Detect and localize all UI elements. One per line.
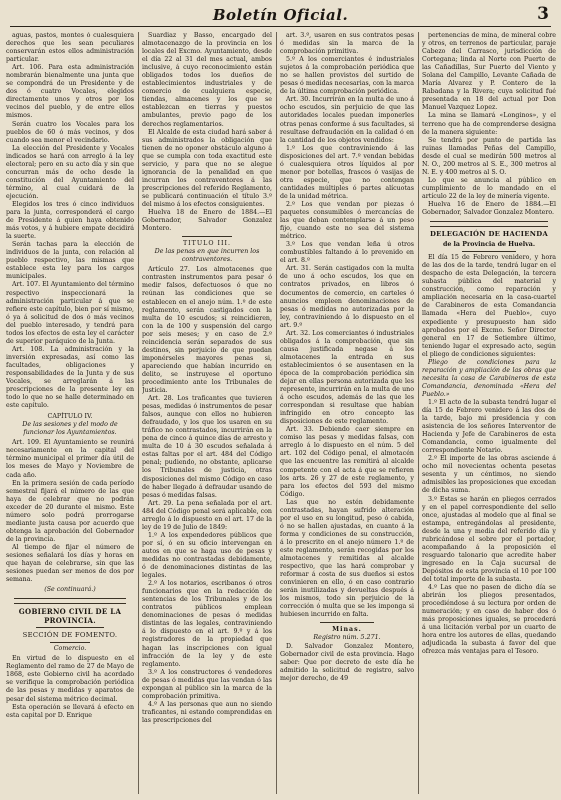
registry-number: Registro núm. 5.271. — [313, 634, 381, 642]
paragraph: El Alcalde de esta ciudad hará saber á sus administrados la obligación que tienen de no oponer obstáculo alguno á que se cumpla con toda exactitud este servicio, y para que no se alegue ignorancia de la penalidad en que incurran los contraventores á las prescripciones del referido Reglamento, se publicará continuación el título 3.º del mismo á los efectos consiguientes. — [142, 128, 272, 208]
mines-heading: Minas. — [332, 626, 362, 634]
paragraph: 3.º A los constructores ó vendedores de pesas ó medidas que las vendan ó las expongan al público sin la marca de la comprobación primitiva. — [142, 668, 272, 700]
paragraph: 1.º A los expendedores públicos que por sí, ó en su oficio intervengan en autos en que se haga uso de pesas y medidas no contrastadas debidamente, ó de denominaciones distintas de las legales. — [142, 531, 272, 580]
column-divider — [418, 32, 419, 794]
delegation-heading: DELEGACIÓN DE HACIENDA — [429, 230, 549, 239]
title-subheading: De las penas en que incurren los contraventores. — [154, 248, 260, 264]
paragraph: Art. 109. El Ayuntamiento se reunirá necesariamente en la capital del término municipal el primer día útil de los meses de Mayo y Noviembre de cada año. — [6, 439, 134, 479]
paragraph: La mina se llamará «Longinos», y el terreno que ha de comprenderse designa de la manera siguiente: — [422, 112, 556, 136]
government-heading: GOBIERNO CIVIL DE LA PROVINCIA. — [18, 607, 122, 626]
subsection-heading: Comercio. — [53, 645, 87, 653]
paragraph: 4.º A las personas que aun no siendo traficantes, ni estando comprendidas en las prescripciones del — [142, 700, 272, 724]
paragraph: Artículo 27. Los almotacenes que contrasten instrumentos para pesar ó medir falsos, defectuosos ó que no reúnan las condiciones que se establecen en el anejo núm. 1.º de este reglamento, serán castigados con la multa de 10 escudos; si reincidieren, con la de 100 y suspensión del cargo por seis meses; y en caso de 2.º reincidencia serán separados de sus destinos, sin perjuicio de que puedan imponérseles mayores penas si, apareciendo que habían incurrido en delito, se instruyese el oportuno procedimiento ante los Tribunales de Justicia. — [142, 266, 272, 395]
paragraph: En la primera sesión de cada período semestral fijará el número de las que haya de celebrar que no podrán exceder de 20 durante el mismo. Este número solo podrá prorrogarse mediante justa causa por acuerdo que obtenga la aprobación del Gobernador de la provincia. — [6, 479, 134, 543]
paragraph: Art. 107. El Ayuntamiento del término respectivo inspeccionará la administración particular á que se refiere este capítulo, bien por sí mismo, ó ya á solicitud de dos ó más vecinos del pueblo interesado, y tendrá para todos los efectos de esta ley el carácter de superior paráquico de la Junta. — [6, 281, 134, 345]
paragraph: Art. 30. Incurrirán en la multa de uno á ocho escudos, sin perjuicio de que las autoridades locales puedan imponerles otras penas conforme á sus facultades, si resultase defraudación en la calidad ó en la cantidad de los objetos vendidos: — [280, 96, 414, 144]
paragraph: Art. 28. Los traficantes que tuvieren pesas, medidas ó instrumentos de pesar falsos, aunque con ellos no hubieren defraudado, y los que los usaren en su tráfico no contrastados, incurrirán en la pena de cinco á quince días de arresto y multa de 10 á 30 escudos señalada á estas faltas por el art. 484 del Código penal; pudiendo, no obstante, aplicarse los Tribunales de justicia, otras disposiciones del mismo Código en caso de haber llegado á defraudar usando de pesas ó medidas falsas. — [142, 395, 272, 499]
paragraph: aguas, pastos, montes ó cualesquiera derechos que les sean peculiares conservarán estos ellos administración particular. — [6, 32, 134, 64]
paragraph: Serán cuatro los Vocales para los pueblos de 60 ó más vecinos, y dos cuando sea menor el vecindario. — [6, 120, 134, 144]
paragraph: La elección del Presidente y Vocales indicados se hará con arreglo á la ley electoral; pero en su acto día y sin que concurran más de ocho desde la constitución del Ayuntamiento del término, al cual cuidará de la ejecución. — [6, 144, 134, 200]
column-divider — [276, 32, 277, 794]
paragraph: Art. 33. Debiendo caer siempre en comiso las pesas y medidas falsas, con arreglo á lo dispuesto en el núm. 5 del art. 102 del Código penal, el almotacén que las encuentre las remitirá al alcalde competente con el acta á que se refieren los arts. 26 y 27 de este reglamento, y para los efectos del 593 del mismo Código. — [280, 426, 414, 498]
masthead-title: Boletín Oficial. — [212, 6, 349, 24]
column-4 — [422, 32, 556, 794]
column-2 — [142, 32, 272, 794]
paragraph: 4.º Las que no pasen de dicho día se abrirán los pliegos presentados, procediéndose á su lectura por orden de numeración; y en caso de haber dos ó más proposiciones iguales, se procederá á una licitación verbal por un cuarto de hora entre los autores de ellas, quedando adjudicada la subasta á favor del que ofrezca más ventajas para el Tesoro. — [422, 584, 556, 656]
section-rule — [430, 221, 548, 222]
page-header — [0, 0, 561, 32]
paragraph: Art. 32. Los comerciantes ó industriales obligados á la comprobación, que sin causa justificada negase á los almotacenes la entrada en sus establecimientos ó se ausentasen en la época de la comprobación periódica sin dejar en ellas persona autorizada que les represente, incurrirán en la multa de uno á ocho escudos, además de las que les correspondan si resultase que habían infringido en otro concepto las disposiciones de este reglamento. — [280, 329, 414, 426]
paragraph: Suardiaz y Basso, encargado del almotacenazgo de la provincia en los locales del Excmo. Ayuntamiento, desde el día 22 al 31 del mes actual, ambos inclusive, á cuyo reconocimiento están obligados todos los dueños de establecimientos industriales y de comercio de cualquiera especie, tiendas, almacenes y los que se establezcan en tierras y puestos ambulantes, previo pago de los derechos reglamentarios. — [142, 32, 272, 128]
paragraph: D. Salvador Gonzalez Montero, Gobernador civil de esta provincia. Hago saber: Que por decreto de este día he admitido la solicitud de registro, salvo mejor derecho, de 49 — [280, 642, 414, 682]
chapter-heading: CAPÍTULO IV. — [47, 413, 93, 421]
paragraph: 3.º Los que vendan leña ú otros combustibles faltando á lo prevenido en el art. 8.º — [280, 241, 414, 265]
paragraph: Al tiempo de fijar el número de sesiones señalará los días y horas en que hayan de celebrarse, sin que las sesiones puedan ser menos de dos por semana. — [6, 543, 134, 584]
delegation-subheading: de la Provincia de Huelva. — [442, 241, 536, 249]
paragraph: Art. 106. Para esta administración nombrarán bienalmente una junta que se compondrá de un Presidente y de dos ó cuatro Vocales, elegidos directamente unos y otros por los vecinos del pueblo, y de entre ellos mismos. — [6, 64, 134, 120]
paragraph: Las que no estén debidamente contrastadas, hayan sufrido alteración por el uso en su longitud, peso ó cabida, ó no se hallen ajustadas, en cuanto á la forma y condiciones de su construcción, á lo prescrito en el anejo número 1.º de este reglamento, serán recogidas por los almotacenes y remitidas al alcalde respectivo, que las hará comprobar y reformar á costa de sus dueños si estos convinieren en ello, ó en caso contrario serán inutilizadas y devueltas después á los mismos, todo sin perjuicio de la corrección ó multa que se les imponga si hubiesen incurrido en falta. — [280, 498, 414, 619]
section-rule — [430, 226, 548, 227]
continued-note: (Se continuará.) — [44, 586, 96, 594]
chapter-subheading: De las sesiones y del modo de funcionar los Ayuntamientos. — [22, 421, 118, 437]
page-number: 3 — [537, 4, 549, 24]
short-rule — [320, 622, 374, 623]
paragraph: Lo que se anuncia al público en cumplimiento de lo mandado en el artículo 22 de la ley de minería vigente. — [422, 176, 556, 200]
paragraph: Esta operación se llevará á efecto en esta capital por D. Enrique — [6, 703, 134, 719]
paragraph: Elegidos los tres ó cinco individuos para la junta, corresponderá el cargo de Presidente á quien haya obtenido más votos, y á hubiere empate decidirá la suerte. — [6, 200, 134, 241]
column-divider — [138, 32, 139, 794]
section-heading: SECCIÓN DE FOMENTO. — [22, 631, 118, 640]
title-heading: TITULO III. — [182, 240, 231, 248]
signature-line: Huelva 16 de Enero de 1884.—El Gobernador, Salvador Gonzalez Montero. — [422, 200, 556, 217]
short-rule — [50, 642, 90, 643]
paragraph: El día 15 de Febrero venidero, y hora de las dos de la tarde, tendrá lugar en el despacho de esta Delegación, la tercera subasta pública del material y construcción, como reparación y ampliación necesaria en la casa-cuartel de Carabineros de esta Comandancia llamada «Hera del Pueblo», cuyo expediente y presupuesto han sido aprobados por el Excmo. Señor Director general en 17 de Setiembre último, teniendo lugar el expresado acto, según el pliego de condiciones siguientes: — [422, 254, 556, 358]
paragraph: Art. 31. Serán castigados con la multa de uno á ocho escudos, los que en contratos privados, en libros ó documentos de comercio, en carteles ó anuncios empleen denominaciones de pesas ó medidas no autorizadas por la ley, contraviniendo á lo dispuesto en el art. 9.º — [280, 265, 414, 329]
paragraph: Art. 108. La administración y la inversión expresadas, así como las facultades, obligaciones y responsabilidades de la Junta y de sus Vocales, se arreglarán á las prescripciones de la presente ley en todo lo que no se halle determinado en este capítulo. — [6, 345, 134, 410]
short-rule — [462, 251, 516, 252]
column-1 — [6, 32, 134, 794]
paragraph: Art. 29. La pena señalada por el art. 484 del Código penal será aplicable, con arreglo á lo dispuesto en el art. 17 de la ley de 19 de Julio de 1849: — [142, 499, 272, 531]
short-rule — [36, 627, 104, 628]
signature-line: Huelva 18 de Enero de 1884.—El Gobernador, Salvador Gonzalez Montero. — [142, 209, 272, 233]
paragraph: Se tendrá por punto de partida las ruinas llamadas Peñas del Campillo, desde el cual se medirán 500 metros al N. O., 200 metros al S. E., 300 metros al N. E. y 400 metros al S. O. — [422, 136, 556, 176]
paragraph: Serán tachas para la elección de individuos de la junta, con relación al pueblo respectivo, las mismas que establece esta ley para los cargos municipales. — [6, 241, 134, 281]
paragraph: 1.º El acto de la subasta tendrá lugar el día 15 de Febrero venidero á las dos de la tarde, bajo mi presidencia y con asistencia de los señores Interventor de Hacienda y Jefe de Carabineros de esta Comandancia, como igualmente del correspondiente Notario. — [422, 398, 556, 455]
section-rule — [14, 598, 126, 599]
paragraph: 3.º Estas se harán en pliegos cerrados y en el papel correspondiente del sello once, ajustadas al modelo que al final se estampa, entregándolas al presidente, desde la una y media del referido día y rubricándose el sobre por el portador, acompañando á la proposición el resguardo talonario que acredite haber ingresado en la Caja sucursal de Depósitos de esta provincia el 10 por 100 del total importe de la subasta. — [422, 495, 556, 583]
paragraph: 1.º Los que contraviniendo á las disposiciones del art. 7.º vendan bebidas ó cualesquiera otros líquidos al por menor por botellas, frascos ó vasijas de otra especie, que no contengan cantidades múltiples ó partes alícuotas de la unidad métrica. — [280, 144, 414, 200]
header-rule — [10, 26, 551, 27]
paragraph: 2.º El importe de las obras asciende á ocho mil novecientas ochenta pesetas sesenta y un céntimos, no siendo admisibles las proposiciones que excedan de dicha suma. — [422, 455, 556, 495]
paragraph: En virtud de lo dispuesto en el Reglamento del ramo de 27 de Mayo de 1868, este Gobierno civil ha acordado se verifique la comprobación periódica de las pesas y medidas y aparatos de pesar del sistema métrico decimal. — [6, 655, 134, 703]
short-rule — [182, 236, 232, 237]
paragraph: 2.º A los notarios, escribanos ó otros funcionarios que en la redacción de sentencias de los Tribunales y de los contratos públicos emplean denominaciones de pesas ó medidas distintas de las legales, contraviniendo á lo dispuesto en el art. 9.º y á los registradores de la propiedad que hagan las inscripciones con igual infracción de la ley y de este reglamento. — [142, 580, 272, 668]
paragraph: 5.º A los comerciantes é industriales sujetos á la comprobación periódica que no se hallen provistos del surtido de pesas ó medidas necesarias, con la marca de la última comprobación periódica. — [280, 56, 414, 96]
section-rule — [14, 603, 126, 604]
paragraph: pertenencias de mina, de mineral cobre y otros, en terrenos de particular, paraje Cabezo del Carrasco, jurisdicción de Cortegana; linda al Norte con Puerto de las Cañadillas, Sur Puerto del Viento y Solana del Campillo, Levante Cañada de María Alvarez y P. Contero de la Rabadana y la Rivera; cuya solicitud fué presentada en 18 del actual por Don Manuel Vazquez Lopez. — [422, 32, 556, 112]
column-3 — [280, 32, 414, 794]
paragraph: art. 3.º, usaren en sus contratos pesas ó medidas sin la marca de la comprobación primitiva. — [280, 32, 414, 56]
paragraph: 2.º Los que vendan por piezas ó paquetes consumibles ó mercancías de las que deban contemplarse á un peso fijo, cuando este no sea del sistema métrico. — [280, 200, 414, 241]
conditions-title: Pliego de condiciones para la reparación y ampliación de las obras que necesita la casa de Carabineros de esta Comandancia, denominada «Hera del Pueblo.» — [422, 358, 556, 398]
